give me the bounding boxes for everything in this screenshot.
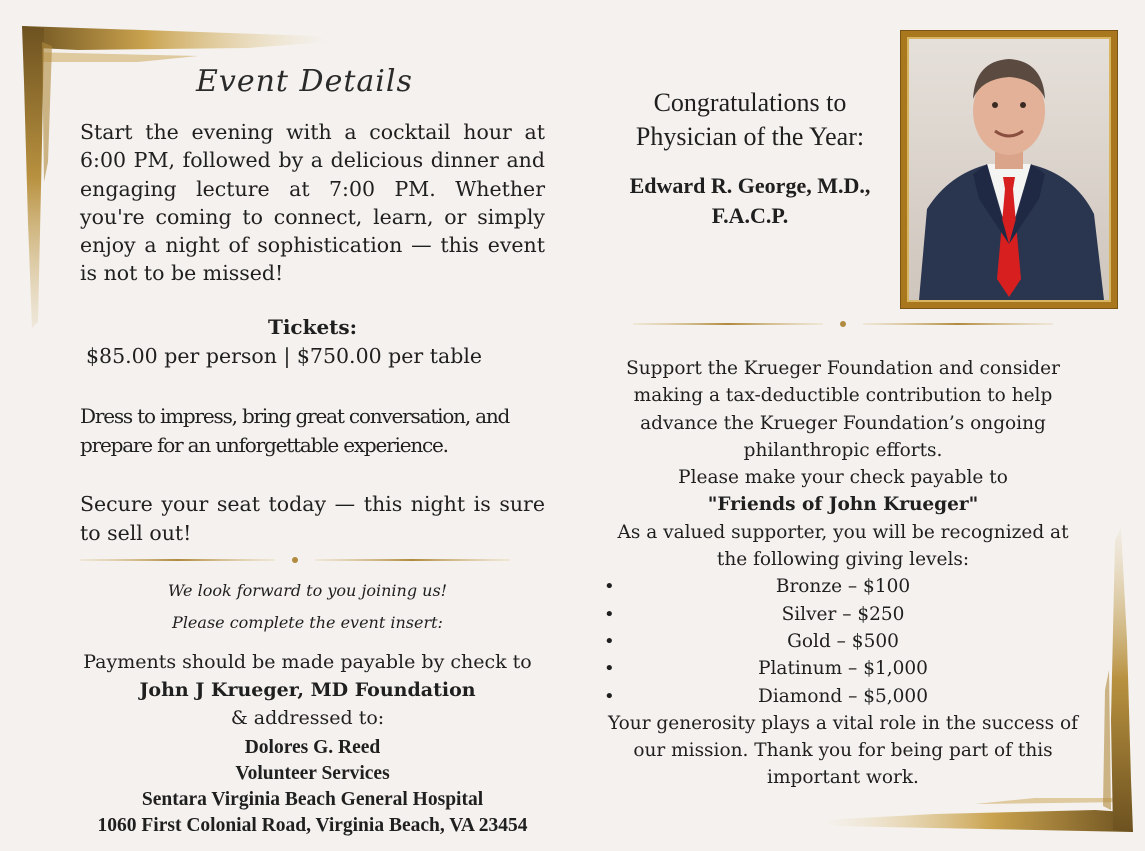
address-name: Dolores G. Reed [244,737,381,758]
list-item [598,573,1088,600]
list-item [598,683,1088,710]
tickets-heading: Tickets: [267,315,358,339]
giving-levels-list [598,573,1088,709]
list-item [598,601,1088,628]
honoree-portrait [909,39,1109,300]
event-details-heading: Event Details [196,64,413,99]
event-intro-paragraph: Start the evening with a cocktail hour at 6:00 PM, followed by a delicious dinner and engaging lecture at 7:00 PM. Whether you're coming to connect, learn, or simply enjoy a night of sophistication — this event is not to be missed! [80,120,545,286]
mailing-address [55,735,570,839]
bullet-icon: • [604,630,615,652]
bullet-icon: • [604,658,615,680]
support-line: Please make your check payable to [678,467,1008,489]
congrats-line: Physician of the Year: [635,122,865,151]
level-gold: Gold – $500 [787,630,899,652]
closing-invitation [80,575,535,639]
closing-line: important work. [767,767,919,789]
dress-paragraph [80,402,550,460]
support-line: advance the Krueger Foundation’s ongoing [640,412,1046,434]
address-street: 1060 First Colonial Road, Virginia Beach, VA 23454 [97,815,528,836]
portrait-illustration [909,39,1109,300]
bullet-icon: • [604,576,615,598]
dress-line: Dress to impress, bring great conversation, and [80,404,510,428]
gold-divider-right [633,318,1053,330]
insert-line: Please complete the event insert: [172,613,443,632]
level-diamond: Diamond – $5,000 [758,685,928,707]
bullet-icon: • [604,685,615,707]
check-payee: "Friends of John Krueger" [707,494,979,516]
gold-divider-left [80,554,510,566]
level-silver: Silver – $250 [781,603,905,625]
support-line: Support the Krueger Foundation and consider [626,358,1060,379]
closing-line: our mission. Thank you for being part of this [633,740,1053,762]
support-section [598,355,1088,792]
address-dept: Volunteer Services [235,763,390,784]
valued-line: As a valued supporter, you will be recognized at [617,521,1069,543]
honoree-photo-frame [900,30,1118,309]
address-org: Sentara Virginia Beach General Hospital [141,789,484,810]
honoree-credentials: F.A.C.P. [711,203,789,228]
level-bronze: Bronze – $100 [775,576,911,598]
valued-line: the following giving levels: [716,549,970,571]
payment-instructions [55,648,560,732]
forward-line: We look forward to you joining us! [167,581,448,600]
payments-addressed: & addressed to: [230,707,385,729]
honoree-line: Edward R. George, M.D., [629,173,871,198]
honoree-name [600,171,900,231]
dress-line: prepare for an unforgettable experience. [80,433,448,457]
bullet-icon: • [604,603,615,625]
tickets-price: $85.00 per person | $750.00 per table [86,344,483,368]
level-platinum: Platinum – $1,000 [758,658,928,680]
closing-line: Your generosity plays a vital role in the success of [608,712,1078,734]
support-line: making a tax-deductible contribution to help [633,385,1053,407]
payments-line: Payments should be made payable by check to [83,651,532,673]
support-line: philanthropic efforts. [743,439,943,461]
payments-payee: John J Krueger, MD Foundation [139,679,476,701]
list-item [598,628,1088,655]
congrats-line: Congratulations to [653,88,847,117]
secure-seat-paragraph: Secure your seat today — this night is sure to sell out! [80,492,545,545]
congratulations-heading [600,86,900,154]
list-item [598,655,1088,682]
